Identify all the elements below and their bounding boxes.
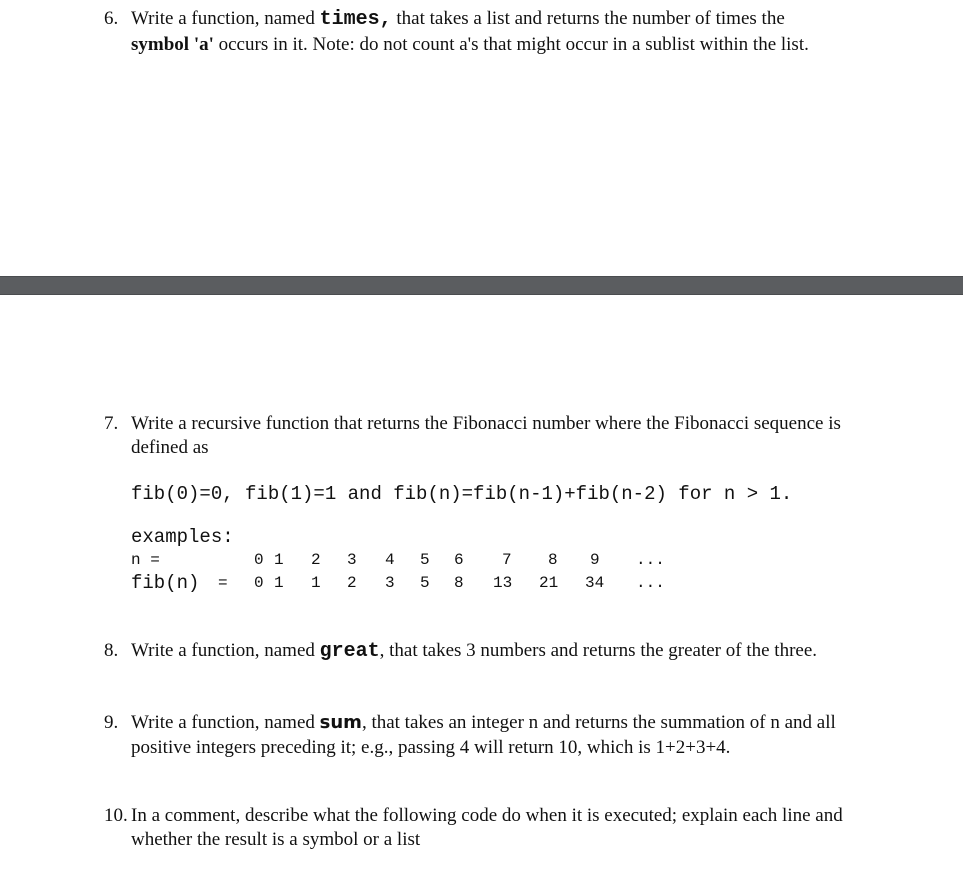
fib-value: 21: [539, 574, 559, 592]
q9-function-name: sum: [319, 712, 362, 733]
q7-fib-equals: =: [218, 574, 228, 592]
q10-number: 10.: [104, 805, 128, 826]
q7-examples-label: examples:: [131, 526, 234, 548]
q8-function-name: great: [319, 640, 380, 663]
q8-text-b: , that takes 3 numbers and returns the greater of the three.: [379, 640, 818, 661]
n-value: 4: [385, 551, 395, 569]
n-value: 0: [254, 551, 264, 569]
q9-line-2: positive integers preceding it; e.g., passing 4 will return 10, which is 1+2+3+4.: [131, 737, 731, 758]
fib-value: 1: [274, 574, 284, 592]
q9-text-a: Write a function, named: [131, 712, 320, 733]
q6-text-b: that takes a list and returns the number of times the: [391, 8, 785, 29]
q7-n-label: n =: [131, 551, 160, 569]
fib-value: 1: [311, 574, 321, 592]
q8-number: 8.: [104, 640, 119, 661]
q7-fib-label: fib(n): [131, 572, 200, 594]
fib-value: 8: [454, 574, 464, 592]
n-value: 6: [454, 551, 464, 569]
q7-definition: fib(0)=0, fib(1)=1 and fib(n)=fib(n-1)+fib(n-2) for n > 1.: [131, 483, 793, 505]
n-value: 9: [590, 551, 600, 569]
n-value: 5: [420, 551, 430, 569]
fib-value: 2: [347, 574, 357, 592]
q6-text-c: occurs in it. Note: do not count a's that might occur in a sublist within the list.: [213, 34, 809, 55]
n-value: 3: [347, 551, 357, 569]
n-value: 8: [548, 551, 558, 569]
fib-value: 3: [385, 574, 395, 592]
fib-value: 34: [585, 574, 605, 592]
q8-line: [131, 640, 817, 663]
q6-line-2: [131, 34, 809, 56]
fib-ellipsis: ...: [636, 574, 665, 592]
q10-line-2: whether the result is a symbol or a list: [131, 829, 421, 850]
q6-function-name: times,: [319, 8, 392, 31]
q7-line-2: defined as: [131, 437, 209, 458]
page-divider: [0, 276, 963, 295]
n-value: 1: [274, 551, 284, 569]
q6-number: 6.: [104, 8, 119, 29]
n-value: 2: [311, 551, 321, 569]
q7-line-1: Write a recursive function that returns the Fibonacci number where the Fibonacci sequence is: [131, 413, 841, 434]
q8-text-a: Write a function, named: [131, 640, 320, 661]
q6-text-a: Write a function, named: [131, 8, 320, 29]
q9-number: 9.: [104, 712, 119, 733]
q6-line-1: [131, 8, 785, 31]
q10-line-1: In a comment, describe what the following code do when it is executed; explain each line and: [131, 805, 843, 826]
q9-text-b: , that takes an integer n and returns the summation of n and all: [361, 712, 836, 733]
q9-line-1: [131, 712, 836, 734]
n-ellipsis: ...: [636, 551, 665, 569]
q6-symbol-a: symbol 'a': [131, 34, 214, 55]
q7-number: 7.: [104, 413, 119, 434]
fib-value: 5: [420, 574, 430, 592]
fib-value: 13: [493, 574, 513, 592]
n-value: 7: [502, 551, 512, 569]
fib-value: 0: [254, 574, 264, 592]
